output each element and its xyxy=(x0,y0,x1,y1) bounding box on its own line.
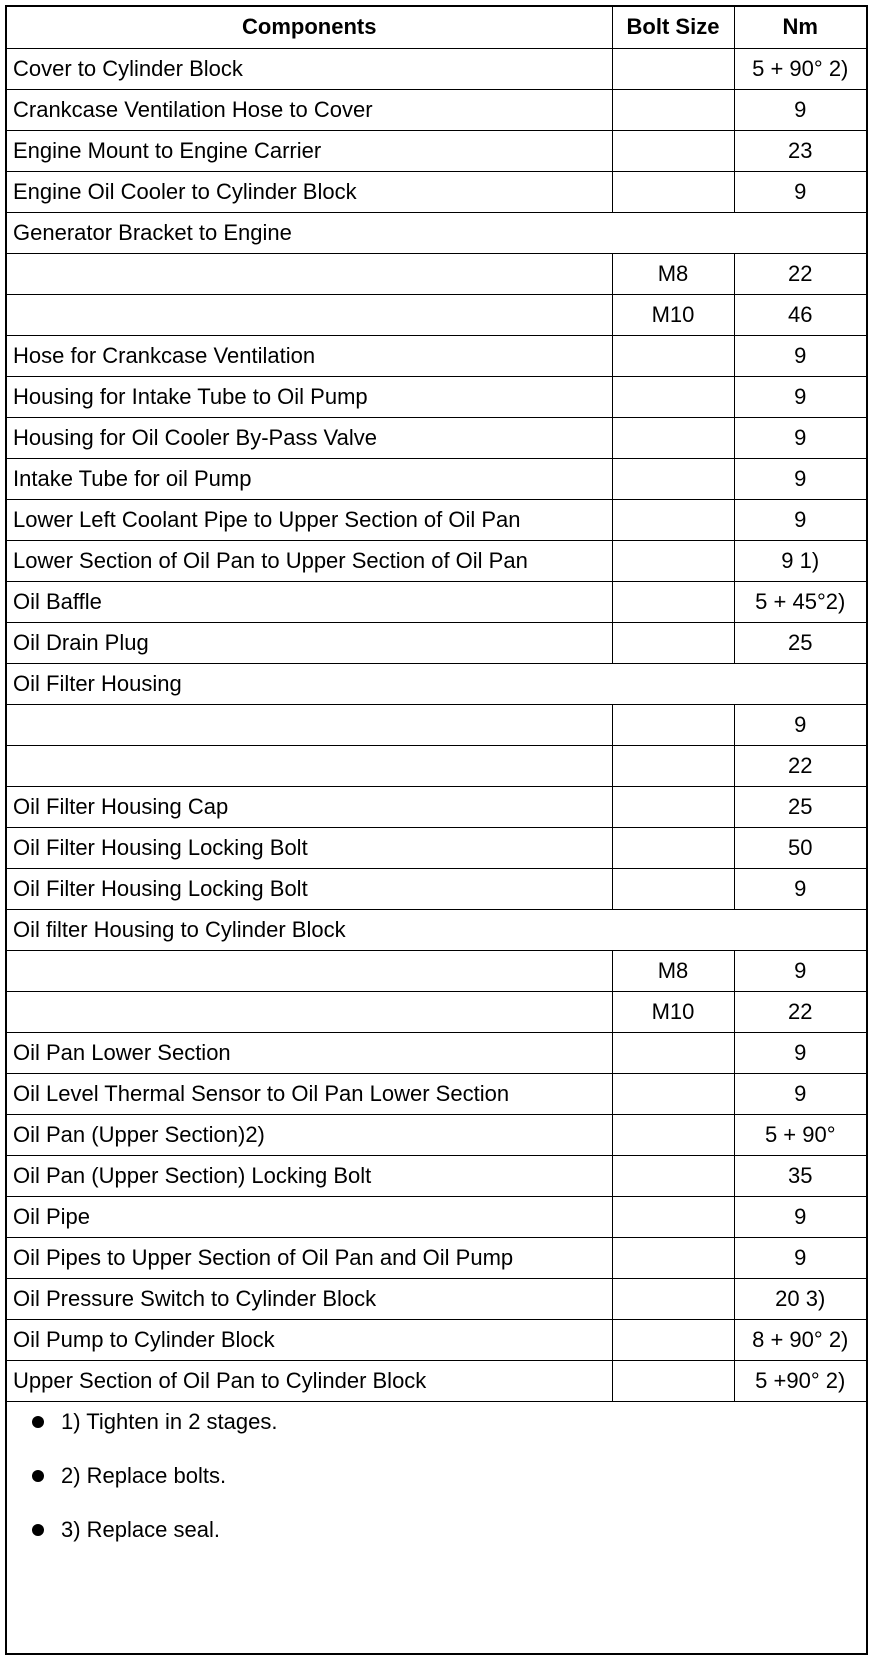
component-cell: Engine Mount to Engine Carrier xyxy=(7,130,612,171)
torque-table xyxy=(7,7,866,1402)
torque-nm-cell: 23 xyxy=(734,130,866,171)
table-row xyxy=(7,950,866,991)
bolt-size-cell xyxy=(612,827,734,868)
torque-nm-cell: 25 xyxy=(734,786,866,827)
torque-nm-cell: 9 xyxy=(734,704,866,745)
bolt-size-cell xyxy=(612,171,734,212)
component-cell: Hose for Crankcase Ventilation xyxy=(7,335,612,376)
bolt-size-cell: M10 xyxy=(612,294,734,335)
bolt-size-cell xyxy=(612,335,734,376)
bolt-size-cell xyxy=(612,1073,734,1114)
bolt-size-cell: M10 xyxy=(612,991,734,1032)
table-row xyxy=(7,1360,866,1401)
bolt-size-cell xyxy=(612,1237,734,1278)
bolt-size-cell xyxy=(612,89,734,130)
bolt-size-cell xyxy=(612,1278,734,1319)
component-cell xyxy=(7,253,612,294)
table-header-row xyxy=(7,7,866,48)
table-row xyxy=(7,499,866,540)
torque-nm-cell: 5 + 90° 2) xyxy=(734,48,866,89)
table-row xyxy=(7,786,866,827)
table-row xyxy=(7,130,866,171)
torque-nm-cell: 9 xyxy=(734,1196,866,1237)
bolt-size-cell xyxy=(612,540,734,581)
bolt-size-cell xyxy=(612,1319,734,1360)
torque-nm-cell: 46 xyxy=(734,294,866,335)
table-row xyxy=(7,1032,866,1073)
bolt-size-cell: M8 xyxy=(612,253,734,294)
bullet-icon xyxy=(32,1470,44,1482)
component-cell: Oil Pan (Upper Section)2) xyxy=(7,1114,612,1155)
component-cell xyxy=(7,950,612,991)
bolt-size-cell: M8 xyxy=(612,950,734,991)
bolt-size-cell xyxy=(612,622,734,663)
column-header-bolt-size: Bolt Size xyxy=(612,7,734,48)
torque-nm-cell: 9 xyxy=(734,499,866,540)
table-section-row xyxy=(7,663,866,704)
table-row xyxy=(7,1155,866,1196)
table-row xyxy=(7,540,866,581)
bolt-size-cell xyxy=(612,1155,734,1196)
torque-nm-cell: 9 xyxy=(734,1032,866,1073)
table-row xyxy=(7,417,866,458)
component-cell: Cover to Cylinder Block xyxy=(7,48,612,89)
table-row xyxy=(7,253,866,294)
bolt-size-cell xyxy=(612,417,734,458)
table-row xyxy=(7,1114,866,1155)
torque-nm-cell: 9 xyxy=(734,950,866,991)
component-cell: Oil Pressure Switch to Cylinder Block xyxy=(7,1278,612,1319)
component-cell: Oil Pipes to Upper Section of Oil Pan and Oil Pump xyxy=(7,1237,612,1278)
table-section-row xyxy=(7,212,866,253)
table-row xyxy=(7,1278,866,1319)
table-row xyxy=(7,1073,866,1114)
table-row xyxy=(7,827,866,868)
component-cell xyxy=(7,991,612,1032)
bolt-size-cell xyxy=(612,1360,734,1401)
component-cell: Crankcase Ventilation Hose to Cover xyxy=(7,89,612,130)
bolt-size-cell xyxy=(612,1114,734,1155)
bolt-size-cell xyxy=(612,1196,734,1237)
table-row xyxy=(7,622,866,663)
table-row xyxy=(7,868,866,909)
bolt-size-cell xyxy=(612,1032,734,1073)
component-cell: Oil Drain Plug xyxy=(7,622,612,663)
bolt-size-cell xyxy=(612,48,734,89)
torque-nm-cell: 9 xyxy=(734,171,866,212)
table-row xyxy=(7,294,866,335)
torque-nm-cell: 9 xyxy=(734,89,866,130)
component-cell: Oil Filter Housing Locking Bolt xyxy=(7,868,612,909)
component-cell: Housing for Oil Cooler By-Pass Valve xyxy=(7,417,612,458)
table-row xyxy=(7,48,866,89)
table-row xyxy=(7,171,866,212)
column-header-components: Components xyxy=(7,7,612,48)
table-section-row xyxy=(7,909,866,950)
table-row xyxy=(7,991,866,1032)
table-row xyxy=(7,1196,866,1237)
bolt-size-cell xyxy=(612,130,734,171)
torque-nm-cell: 9 xyxy=(734,1237,866,1278)
component-cell: Lower Section of Oil Pan to Upper Section of Oil Pan xyxy=(7,540,612,581)
bolt-size-cell xyxy=(612,499,734,540)
torque-nm-cell: 22 xyxy=(734,253,866,294)
bolt-size-cell xyxy=(612,745,734,786)
table-body xyxy=(7,48,866,1401)
torque-nm-cell: 5 + 90° xyxy=(734,1114,866,1155)
table-row xyxy=(7,704,866,745)
component-cell: Upper Section of Oil Pan to Cylinder Block xyxy=(7,1360,612,1401)
footnote-item xyxy=(7,1456,866,1510)
component-cell: Intake Tube for oil Pump xyxy=(7,458,612,499)
table-row xyxy=(7,745,866,786)
bolt-size-cell xyxy=(612,868,734,909)
component-cell: Oil Pan Lower Section xyxy=(7,1032,612,1073)
bullet-icon xyxy=(32,1524,44,1536)
component-cell: Housing for Intake Tube to Oil Pump xyxy=(7,376,612,417)
torque-nm-cell: 25 xyxy=(734,622,866,663)
torque-nm-cell: 9 xyxy=(734,1073,866,1114)
table-row xyxy=(7,458,866,499)
component-cell: Oil Pipe xyxy=(7,1196,612,1237)
torque-nm-cell: 5 + 45°2) xyxy=(734,581,866,622)
component-cell: Oil Pump to Cylinder Block xyxy=(7,1319,612,1360)
torque-nm-cell: 9 xyxy=(734,458,866,499)
table-row xyxy=(7,581,866,622)
component-cell xyxy=(7,294,612,335)
torque-nm-cell: 9 xyxy=(734,417,866,458)
torque-nm-cell: 35 xyxy=(734,1155,866,1196)
torque-nm-cell: 50 xyxy=(734,827,866,868)
bolt-size-cell xyxy=(612,458,734,499)
footnote-item xyxy=(7,1510,866,1564)
bolt-size-cell xyxy=(612,704,734,745)
section-component-cell: Oil filter Housing to Cylinder Block xyxy=(7,909,866,950)
torque-nm-cell: 9 xyxy=(734,868,866,909)
torque-specification-sheet xyxy=(5,5,868,1655)
footnote-text: 1) Tighten in 2 stages. xyxy=(61,1408,278,1434)
section-component-cell: Oil Filter Housing xyxy=(7,663,866,704)
bullet-icon xyxy=(32,1416,44,1428)
torque-nm-cell: 22 xyxy=(734,745,866,786)
component-cell: Lower Left Coolant Pipe to Upper Section of Oil Pan xyxy=(7,499,612,540)
bolt-size-cell xyxy=(612,786,734,827)
component-cell xyxy=(7,745,612,786)
table-row xyxy=(7,376,866,417)
component-cell: Oil Level Thermal Sensor to Oil Pan Lower Section xyxy=(7,1073,612,1114)
torque-nm-cell: 9 xyxy=(734,335,866,376)
section-component-cell: Generator Bracket to Engine xyxy=(7,212,866,253)
component-cell: Oil Filter Housing Cap xyxy=(7,786,612,827)
footnote-text: 3) Replace seal. xyxy=(61,1516,220,1542)
component-cell xyxy=(7,704,612,745)
component-cell: Oil Pan (Upper Section) Locking Bolt xyxy=(7,1155,612,1196)
table-row xyxy=(7,335,866,376)
torque-nm-cell: 9 1) xyxy=(734,540,866,581)
footnote-item xyxy=(7,1402,866,1456)
component-cell: Oil Filter Housing Locking Bolt xyxy=(7,827,612,868)
footnote-text: 2) Replace bolts. xyxy=(61,1462,227,1488)
column-header-nm: Nm xyxy=(734,7,866,48)
component-cell: Engine Oil Cooler to Cylinder Block xyxy=(7,171,612,212)
table-row xyxy=(7,1319,866,1360)
torque-nm-cell: 5 +90° 2) xyxy=(734,1360,866,1401)
torque-nm-cell: 22 xyxy=(734,991,866,1032)
table-row xyxy=(7,1237,866,1278)
footnotes-list xyxy=(7,1402,866,1564)
table-row xyxy=(7,89,866,130)
torque-nm-cell: 8 + 90° 2) xyxy=(734,1319,866,1360)
torque-nm-cell: 20 3) xyxy=(734,1278,866,1319)
bolt-size-cell xyxy=(612,376,734,417)
bolt-size-cell xyxy=(612,581,734,622)
torque-nm-cell: 9 xyxy=(734,376,866,417)
component-cell: Oil Baffle xyxy=(7,581,612,622)
